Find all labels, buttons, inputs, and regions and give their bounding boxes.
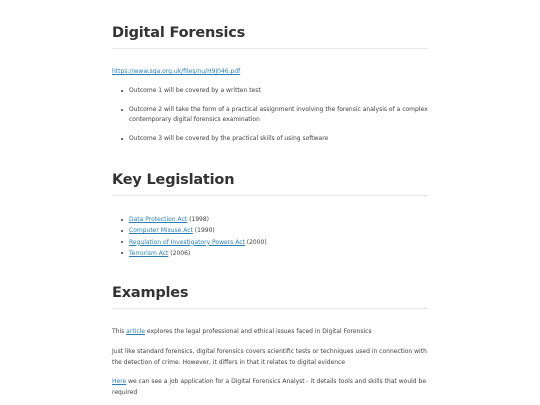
article-link[interactable]: article: [126, 328, 145, 335]
paragraph-text: explores the legal professional and ethical issues faced in Digital Forensics: [145, 328, 372, 335]
sqa-pdf-link[interactable]: https://www.sqa.org.uk/files/nu/H9J046.pdf: [112, 68, 241, 75]
examples-paragraph-2: [112, 346, 428, 368]
paragraph-text: This: [112, 328, 127, 335]
data-protection-act-link[interactable]: Data Protection Act: [129, 216, 188, 223]
outcomes-list: [112, 86, 428, 144]
examples-heading: Examples: [112, 285, 189, 301]
key-legislation-heading: Key Legislation: [112, 172, 235, 188]
outcome-item: Outcome 1 will be covered by a written test: [112, 86, 428, 96]
legislation-item: [112, 237, 428, 248]
legislation-item: [112, 248, 428, 259]
sqa-link-line: [112, 67, 428, 77]
paragraph-text: we can see a job application for a Digital Forensics Analyst - it details tools and skills that would be required: [112, 378, 427, 396]
outcome-item: Outcome 3 will be covered by the practical skills of using software: [112, 134, 428, 144]
heading-divider: [112, 195, 428, 196]
legislation-year: (2006): [168, 249, 191, 257]
examples-paragraph-1: [112, 326, 428, 337]
article-paragraph: [112, 326, 428, 337]
digital-forensics-section: [112, 24, 428, 49]
terrorism-act-link[interactable]: Terrorism Act: [129, 249, 169, 257]
legislation-year: (1998): [187, 216, 210, 223]
outcome-item: Outcome 2 will take the form of a practical assignment involving the forensic analysis of a complex contemporary digital forensics examination: [112, 105, 428, 125]
key-legislation-section: [112, 171, 428, 196]
examples-paragraph-3: [112, 376, 428, 398]
job-application-paragraph: [112, 376, 428, 398]
forensics-description-paragraph: Just like standard forensics, digital forensics covers scientific tests or techniques used in connection with the detection of crime. However, it differs in that it relates to digital evidence: [112, 348, 427, 366]
here-link[interactable]: Here: [112, 378, 127, 385]
legislation-year: (2000): [244, 238, 267, 246]
legislation-item: [112, 225, 428, 236]
legislation-list: [112, 214, 428, 259]
computer-misuse-act-link[interactable]: Computer Misuse Act: [129, 227, 193, 235]
legislation-list-wrap: [112, 214, 428, 259]
outcomes-list-wrap: [112, 86, 428, 153]
examples-section: [112, 284, 428, 309]
legislation-item: [112, 214, 428, 225]
heading-divider: [112, 308, 428, 309]
legislation-year: (1990): [192, 227, 215, 235]
ripa-link[interactable]: Regulation of Investigatory Powers Act: [129, 238, 245, 246]
digital-forensics-heading: Digital Forensics: [112, 25, 246, 41]
heading-divider: [112, 48, 428, 49]
